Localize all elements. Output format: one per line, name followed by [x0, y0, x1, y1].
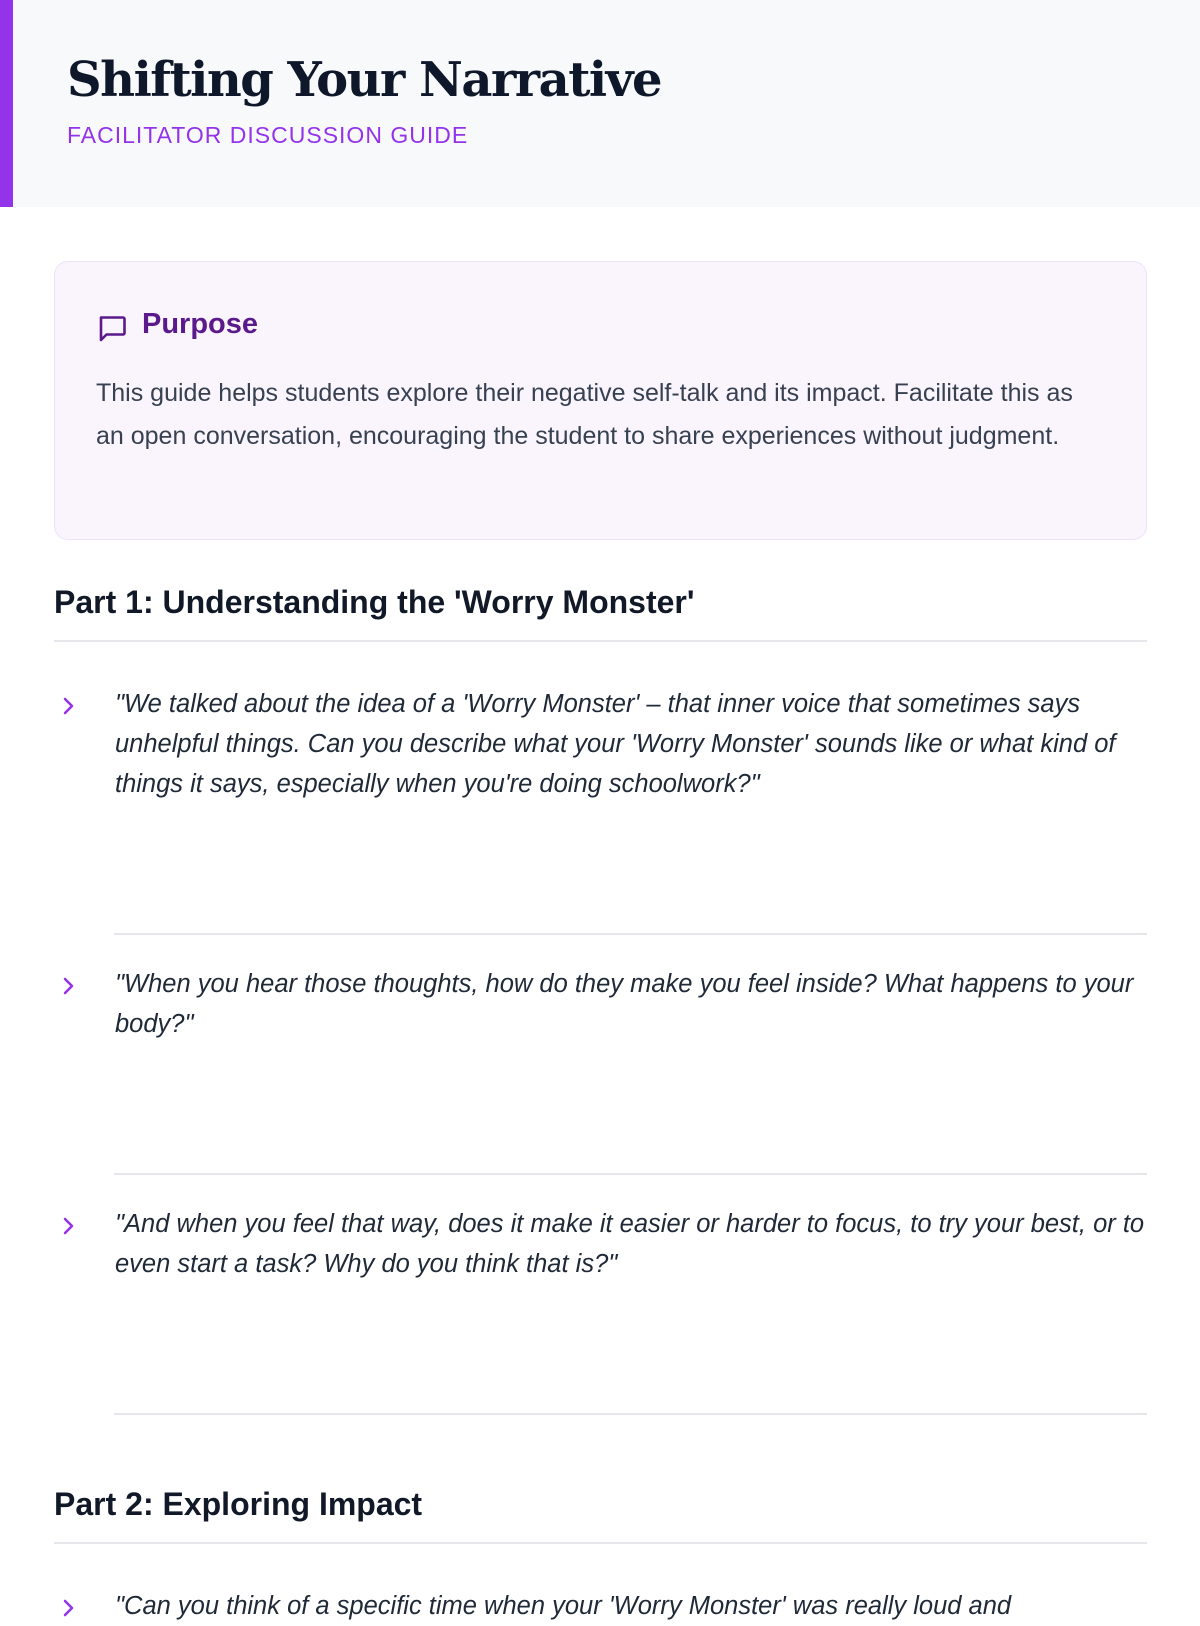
- chevron-right-icon: [60, 1214, 78, 1238]
- question-text: "We talked about the idea of a 'Worry Monster' – that inner voice that sometimes says unhelpful things. Can you describe what your 'Worry Monster' sounds like or what kind of things it says, especially when you're doing schoolwork?": [115, 690, 1116, 798]
- header-accent-bar: [0, 0, 13, 207]
- purpose-heading: Purpose: [142, 308, 259, 340]
- section-title: Part 1: Understanding the 'Worry Monster': [54, 584, 695, 620]
- answer-line[interactable]: [114, 1173, 1147, 1175]
- section-divider: [54, 1542, 1147, 1544]
- header: [0, 0, 1200, 207]
- document-title: Shifting Your Narrative: [67, 52, 662, 108]
- purpose-text: This guide helps students explore their negative self-talk and its impact. Facilitate this as an open conversation, encouraging the student to share experiences without judgment.: [96, 379, 1073, 450]
- answer-line[interactable]: [114, 933, 1147, 935]
- speech-bubble-icon: [96, 312, 128, 344]
- section-divider: [54, 640, 1147, 642]
- question-text: "When you hear those thoughts, how do they make you feel inside? What happens to your body?": [115, 970, 1134, 1038]
- chevron-right-icon: [60, 974, 78, 998]
- section-title: Part 2: Exploring Impact: [54, 1486, 423, 1522]
- question-text: "And when you feel that way, does it make it easier or harder to focus, to try your best, or to even start a task? Why do you think that is?": [115, 1210, 1145, 1278]
- chevron-right-icon: [60, 1596, 78, 1620]
- purpose-box: [54, 261, 1147, 540]
- question-text: "Can you think of a specific time when your 'Worry Monster' was really loud and: [115, 1592, 1012, 1620]
- document-subtitle: FACILITATOR DISCUSSION GUIDE: [67, 122, 469, 148]
- chevron-right-icon: [60, 694, 78, 718]
- answer-line[interactable]: [114, 1413, 1147, 1415]
